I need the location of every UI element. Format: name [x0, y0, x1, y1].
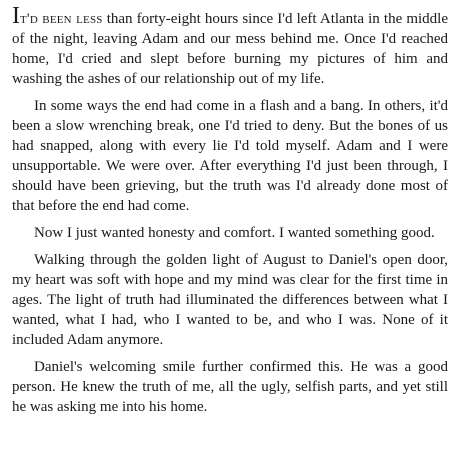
opening-text: than forty-eight hours since I'd left Atlanta in the middle of the night, leaving Adam and our mess behind me. Once I'd reached home, I'd cried and slept before burning my pictures of him and washing the ashes of our relationship out of my life.	[12, 11, 448, 87]
paragraph-4: Walking through the golden light of August to Daniel's open door, my heart was soft with hope and my mind was clear for the first time in ages. The light of truth had illuminated the differences between what I wanted, what I had, who I wanted to be, and who I was. None of it included Adam anymore.	[12, 252, 448, 348]
small-caps-lead: t'd been less	[20, 11, 103, 27]
paragraph-2: In some ways the end had come in a flash and a bang. In others, it'd been a slow wrenching break, one I'd tried to deny. But the bones of us had snapped, along with every lie I'd told myself. Adam and I were unsupportable. We were over. After everything I'd just been through, I should have been grieving, but the truth was I'd already done most of that before the end had come.	[12, 98, 448, 214]
opening-paragraph	[12, 3, 448, 89]
paragraph-5: Daniel's welcoming smile further confirmed this. He was a good person. He knew the truth of me, all the ugly, selfish parts, and yet still he was asking me into his home.	[12, 359, 448, 415]
drop-cap: I	[12, 3, 20, 29]
paragraph-3: Now I just wanted honesty and comfort. I wanted something good.	[34, 225, 435, 241]
